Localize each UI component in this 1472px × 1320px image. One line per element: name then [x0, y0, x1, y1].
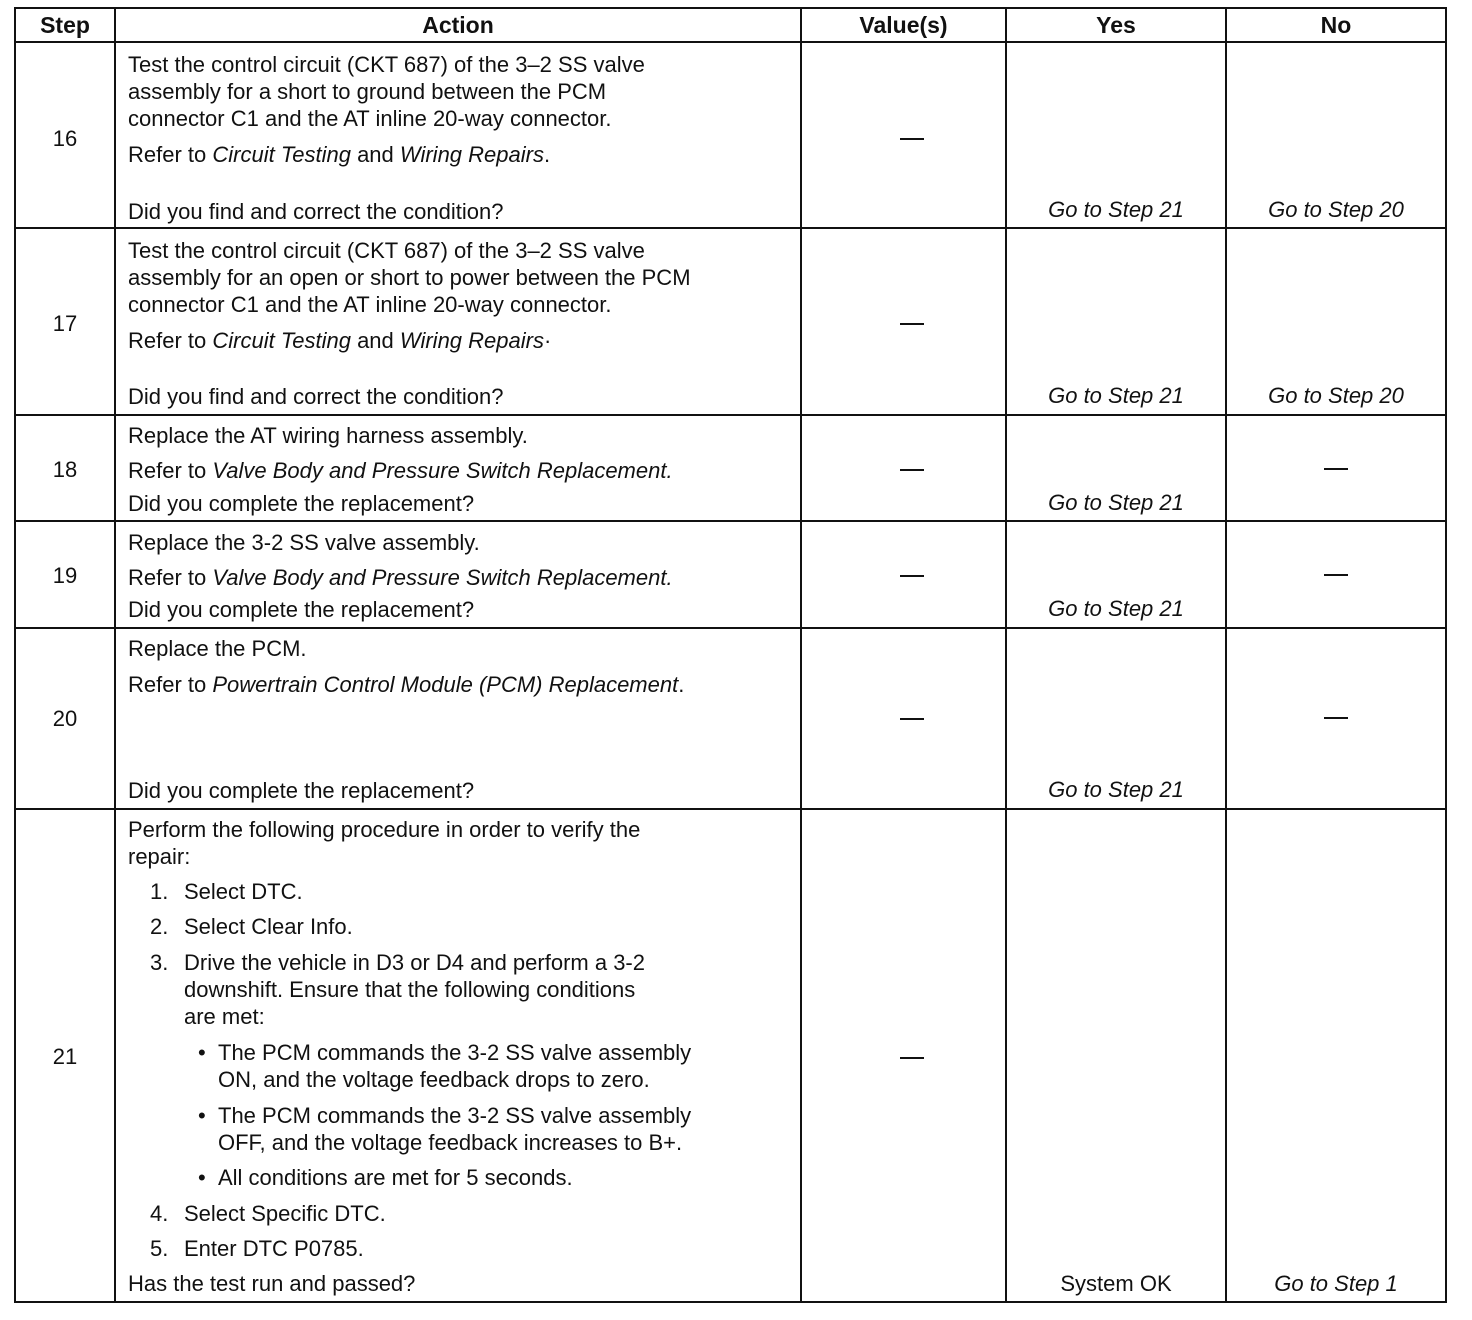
value-dash	[900, 323, 924, 325]
header-action: Action	[422, 12, 494, 38]
column-divider	[114, 7, 116, 1303]
bullet-text: The PCM commands the 3-2 SS valve assembly	[218, 1103, 692, 1128]
procedure-step-text: Select Clear Info.	[184, 914, 353, 939]
header-values: Value(s)	[859, 12, 948, 38]
value-dash	[900, 575, 924, 577]
column-divider	[800, 7, 802, 1303]
table-border-left	[14, 7, 16, 1303]
yes-outcome: Go to Step 21	[1048, 596, 1184, 621]
no-dash	[1324, 717, 1348, 719]
no-outcome: Go to Step 20	[1268, 383, 1404, 408]
row-divider	[14, 520, 1447, 522]
question-text: Did you complete the replacement?	[128, 491, 475, 516]
row-divider	[14, 808, 1447, 810]
action-text: Replace the AT wiring harness assembly.	[128, 423, 528, 448]
step-number: 21	[52, 1044, 78, 1069]
action-text: connector C1 and the AT inline 20-way connector.	[128, 106, 612, 131]
header-yes: Yes	[1096, 12, 1136, 38]
bullet-text: ON, and the voltage feedback drops to zero.	[218, 1067, 650, 1092]
bullet-text: OFF, and the voltage feedback increases to B+.	[218, 1130, 683, 1155]
reference-link: Wiring Repairs	[399, 328, 544, 353]
procedure-step-text: downshift. Ensure that the following conditions	[184, 977, 636, 1002]
bullet-text: All conditions are met for 5 seconds.	[218, 1165, 573, 1190]
question-text: Did you find and correct the condition?	[128, 199, 504, 224]
no-dash	[1324, 468, 1348, 470]
table-border-right	[1445, 7, 1447, 1303]
procedure-step-number: 3.	[150, 950, 169, 975]
reference-link: Circuit Testing	[212, 328, 351, 353]
yes-outcome: Go to Step 21	[1048, 383, 1184, 408]
value-dash	[900, 1057, 924, 1059]
reference-link: Valve Body and Pressure Switch Replacement.	[212, 565, 673, 590]
value-dash	[900, 469, 924, 471]
no-outcome: Go to Step 20	[1268, 197, 1404, 222]
no-dash	[1324, 574, 1348, 576]
action-text: connector C1 and the AT inline 20-way connector.	[128, 292, 612, 317]
reference-link: Valve Body and Pressure Switch Replacement.	[212, 458, 673, 483]
diagnostic-table	[14, 7, 1447, 1303]
bullet-icon: •	[198, 1040, 206, 1065]
yes-outcome: Go to Step 21	[1048, 490, 1184, 515]
step-number: 19	[52, 563, 78, 588]
reference-link: Wiring Repairs	[399, 142, 544, 167]
action-text: assembly for a short to ground between the PCM	[128, 79, 607, 104]
action-text: Perform the following procedure in order to verify the	[128, 817, 641, 842]
refer-line: Refer to Circuit Testing and Wiring Repairs.	[128, 142, 551, 167]
procedure-step-number: 5.	[150, 1236, 169, 1261]
question-text: Did you complete the replacement?	[128, 597, 475, 622]
refer-line: Refer to Powertrain Control Module (PCM) Replacement.	[128, 672, 685, 697]
step-number: 18	[52, 457, 78, 482]
procedure-step-text: Select Specific DTC.	[184, 1201, 386, 1226]
procedure-step-number: 4.	[150, 1201, 169, 1226]
bullet-icon: •	[198, 1165, 206, 1190]
question-text: Did you complete the replacement?	[128, 778, 475, 803]
action-text: assembly for an open or short to power between the PCM	[128, 265, 691, 290]
value-dash	[900, 718, 924, 720]
question-text: Has the test run and passed?	[128, 1271, 416, 1296]
row-divider	[14, 627, 1447, 629]
header-no: No	[1320, 12, 1352, 38]
procedure-step-text: are met:	[184, 1004, 265, 1029]
action-text: Replace the 3-2 SS valve assembly.	[128, 530, 480, 555]
procedure-step-text: Drive the vehicle in D3 or D4 and perform a 3-2	[184, 950, 645, 975]
table-border-bottom	[14, 1301, 1447, 1303]
header-step: Step	[40, 12, 90, 38]
procedure-step-number: 1.	[150, 879, 169, 904]
value-dash	[900, 138, 924, 140]
yes-outcome: Go to Step 21	[1048, 777, 1184, 802]
no-outcome: Go to Step 1	[1274, 1271, 1398, 1296]
refer-line: Refer to Valve Body and Pressure Switch Replacement.	[128, 565, 673, 590]
yes-outcome: System OK	[1060, 1271, 1172, 1296]
row-divider	[14, 414, 1447, 416]
refer-line: Refer to Valve Body and Pressure Switch Replacement.	[128, 458, 673, 483]
action-text: Test the control circuit (CKT 687) of the 3–2 SS valve	[128, 238, 645, 263]
step-number: 16	[52, 126, 78, 151]
step-number: 17	[52, 311, 78, 336]
bullet-icon: •	[198, 1103, 206, 1128]
bullet-text: The PCM commands the 3-2 SS valve assembly	[218, 1040, 692, 1065]
procedure-step-number: 2.	[150, 914, 169, 939]
action-text: Test the control circuit (CKT 687) of the 3–2 SS valve	[128, 52, 645, 77]
question-text: Did you find and correct the condition?	[128, 384, 504, 409]
procedure-step-text: Enter DTC P0785.	[184, 1236, 364, 1261]
row-divider	[14, 227, 1447, 229]
procedure-step-text: Select DTC.	[184, 879, 303, 904]
yes-outcome: Go to Step 21	[1048, 197, 1184, 222]
reference-link: Circuit Testing	[212, 142, 351, 167]
refer-line: Refer to Circuit Testing and Wiring Repairs·	[128, 328, 552, 353]
action-text: repair:	[128, 844, 191, 869]
action-text: Replace the PCM.	[128, 636, 307, 661]
step-number: 20	[52, 706, 78, 731]
reference-link: Powertrain Control Module (PCM) Replacement	[212, 672, 679, 697]
